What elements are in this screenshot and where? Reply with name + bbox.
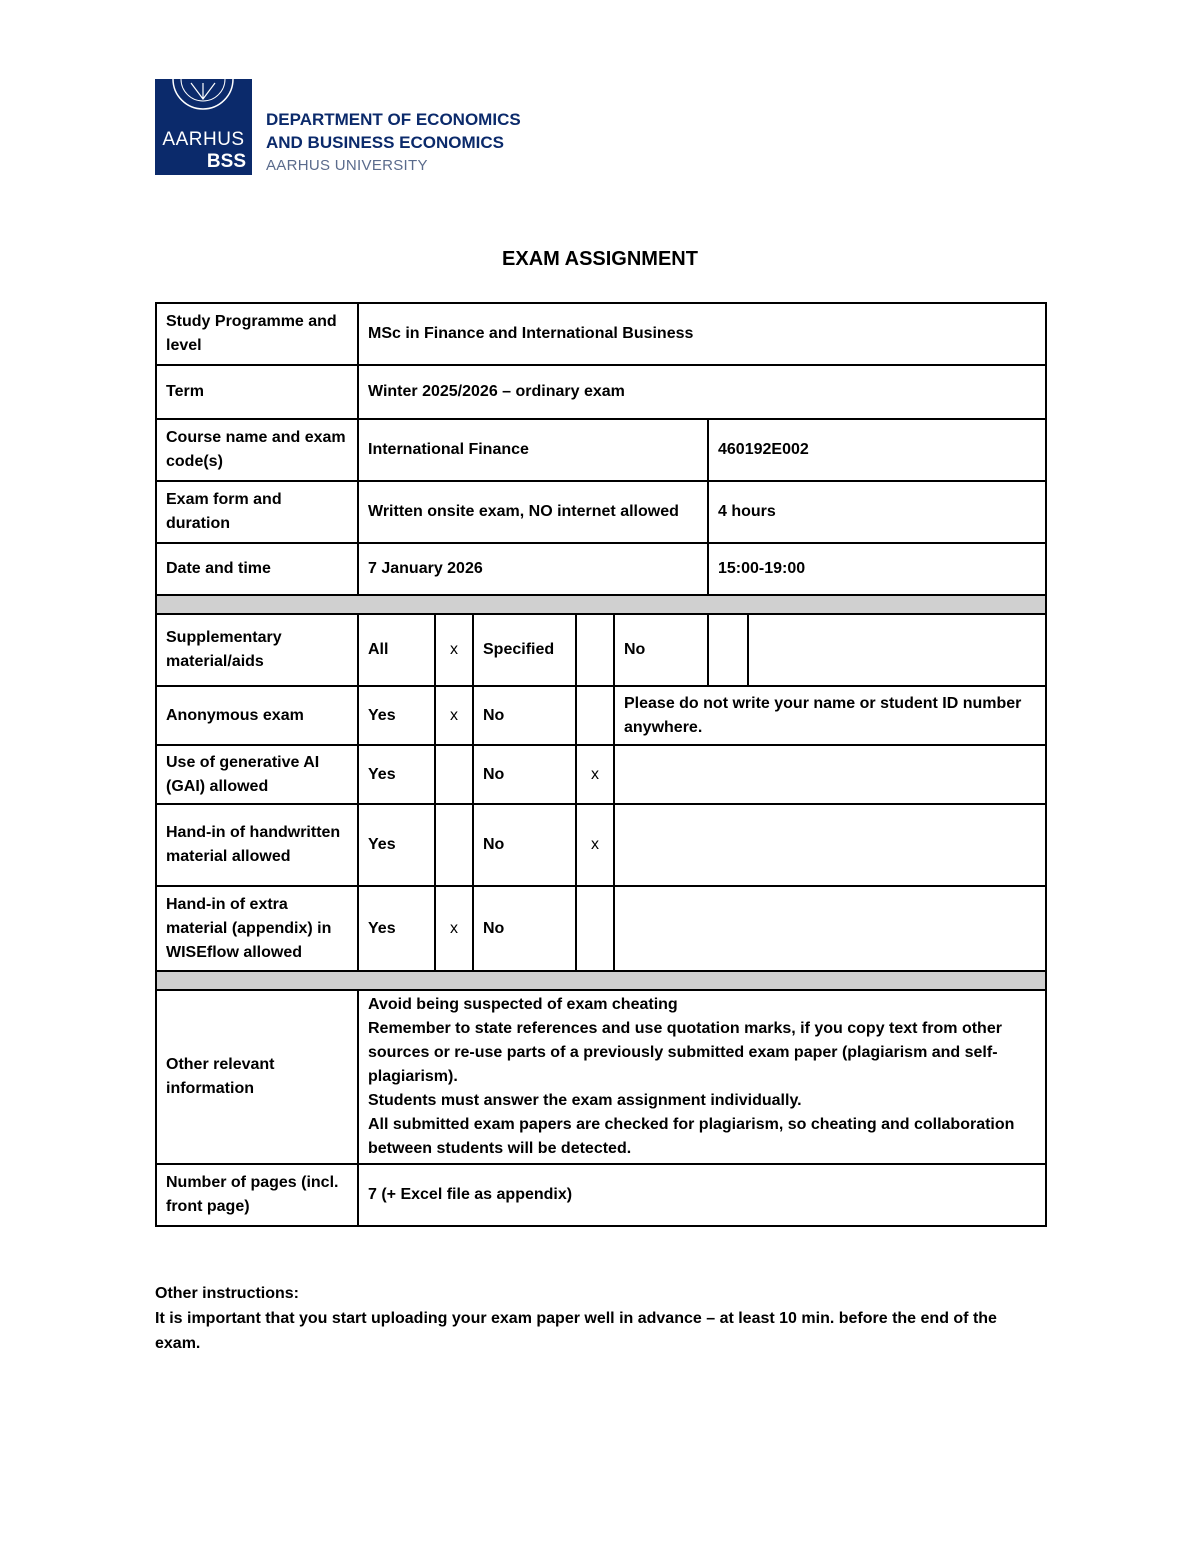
anonymous-yes-mark: x bbox=[435, 686, 473, 745]
other-info-label: Other relevant information bbox=[156, 990, 358, 1164]
separator bbox=[156, 971, 1046, 990]
term-value: Winter 2025/2026 – ordinary exam bbox=[358, 365, 1046, 419]
table-row bbox=[156, 303, 1046, 365]
other-instructions-text: It is important that you start uploading your exam paper well in advance – at least 10 min. before the end of the exam. bbox=[155, 1310, 997, 1352]
study-value: MSc in Finance and International Business bbox=[358, 303, 1046, 365]
pages-value: 7 (+ Excel file as appendix) bbox=[358, 1164, 1046, 1226]
page-title: EXAM ASSIGNMENT bbox=[502, 248, 698, 270]
table-row bbox=[156, 686, 1046, 745]
table-row bbox=[156, 481, 1046, 543]
gai-yes: Yes bbox=[358, 745, 435, 804]
supplementary-empty bbox=[748, 614, 1046, 686]
table-row bbox=[156, 990, 1046, 1164]
gai-yes-mark bbox=[435, 745, 473, 804]
exam-form-value: Written onsite exam, NO internet allowed bbox=[358, 481, 708, 543]
handwritten-no: No bbox=[473, 804, 576, 886]
university-name: AARHUS UNIVERSITY bbox=[266, 157, 428, 174]
supplementary-specified: Specified bbox=[473, 614, 576, 686]
supplementary-specified-mark bbox=[576, 614, 614, 686]
table-row bbox=[156, 1164, 1046, 1226]
separator bbox=[156, 595, 1046, 614]
table-row bbox=[156, 886, 1046, 971]
date-value: 7 January 2026 bbox=[358, 543, 708, 595]
anonymous-label: Anonymous exam bbox=[156, 686, 358, 745]
handwritten-yes-mark bbox=[435, 804, 473, 886]
appendix-no: No bbox=[473, 886, 576, 971]
appendix-no-mark bbox=[576, 886, 614, 971]
handwritten-label: Hand-in of handwritten material allowed bbox=[156, 804, 358, 886]
term-label: Term bbox=[156, 365, 358, 419]
handwritten-empty bbox=[614, 804, 1046, 886]
handwritten-no-mark: x bbox=[576, 804, 614, 886]
table-row bbox=[156, 745, 1046, 804]
university-logo bbox=[155, 79, 252, 175]
other-instructions-heading: Other instructions: bbox=[155, 1285, 300, 1302]
logo-bss-text: BSS bbox=[206, 151, 246, 172]
separator-row bbox=[156, 971, 1046, 990]
other-info-line: Avoid being suspected of exam cheating bbox=[368, 996, 678, 1013]
exam-info-table bbox=[155, 302, 1047, 1227]
university-seal-icon bbox=[169, 79, 237, 119]
department-line-2: AND BUSINESS ECONOMICS bbox=[266, 133, 505, 152]
anonymous-no-mark bbox=[576, 686, 614, 745]
table-row bbox=[156, 419, 1046, 481]
separator-row bbox=[156, 595, 1046, 614]
appendix-yes: Yes bbox=[358, 886, 435, 971]
gai-label: Use of generative AI (GAI) allowed bbox=[156, 745, 358, 804]
appendix-label: Hand-in of extra material (appendix) in WISEflow allowed bbox=[156, 886, 358, 971]
anonymous-no: No bbox=[473, 686, 576, 745]
supplementary-label: Supplementary material/aids bbox=[156, 614, 358, 686]
exam-duration: 4 hours bbox=[708, 481, 1046, 543]
other-instructions bbox=[155, 1281, 1045, 1356]
study-label: Study Programme and level bbox=[156, 303, 358, 365]
supplementary-no-mark bbox=[708, 614, 748, 686]
other-info-line: Remember to state references and use quotation marks, if you copy text from other sources or re-use parts of a previously submitted exam paper (plagiarism and self-plagiarism). bbox=[368, 1020, 1002, 1085]
course-label: Course name and exam code(s) bbox=[156, 419, 358, 481]
table-row bbox=[156, 543, 1046, 595]
gai-empty bbox=[614, 745, 1046, 804]
course-name: International Finance bbox=[358, 419, 708, 481]
supplementary-all-mark: x bbox=[435, 614, 473, 686]
table-row bbox=[156, 804, 1046, 886]
appendix-yes-mark: x bbox=[435, 886, 473, 971]
supplementary-no: No bbox=[614, 614, 708, 686]
time-value: 15:00-19:00 bbox=[708, 543, 1046, 595]
department-name bbox=[266, 108, 521, 177]
table-row bbox=[156, 365, 1046, 419]
other-info-line: All submitted exam papers are checked for plagiarism, so cheating and collaboration between students will be detected. bbox=[368, 1116, 1015, 1157]
anonymous-note: Please do not write your name or student ID number anywhere. bbox=[614, 686, 1046, 745]
exam-form-label: Exam form and duration bbox=[156, 481, 358, 543]
gai-no-mark: x bbox=[576, 745, 614, 804]
anonymous-yes: Yes bbox=[358, 686, 435, 745]
department-line-1: DEPARTMENT OF ECONOMICS bbox=[266, 110, 521, 129]
handwritten-yes: Yes bbox=[358, 804, 435, 886]
gai-no: No bbox=[473, 745, 576, 804]
other-info-line: Students must answer the exam assignment individually. bbox=[368, 1092, 802, 1109]
other-info-value bbox=[358, 990, 1046, 1164]
course-code: 460192E002 bbox=[708, 419, 1046, 481]
date-label: Date and time bbox=[156, 543, 358, 595]
appendix-empty bbox=[614, 886, 1046, 971]
pages-label: Number of pages (incl. front page) bbox=[156, 1164, 358, 1226]
table-row bbox=[156, 614, 1046, 686]
supplementary-all: All bbox=[358, 614, 435, 686]
logo-aarhus-text: AARHUS bbox=[162, 129, 245, 150]
